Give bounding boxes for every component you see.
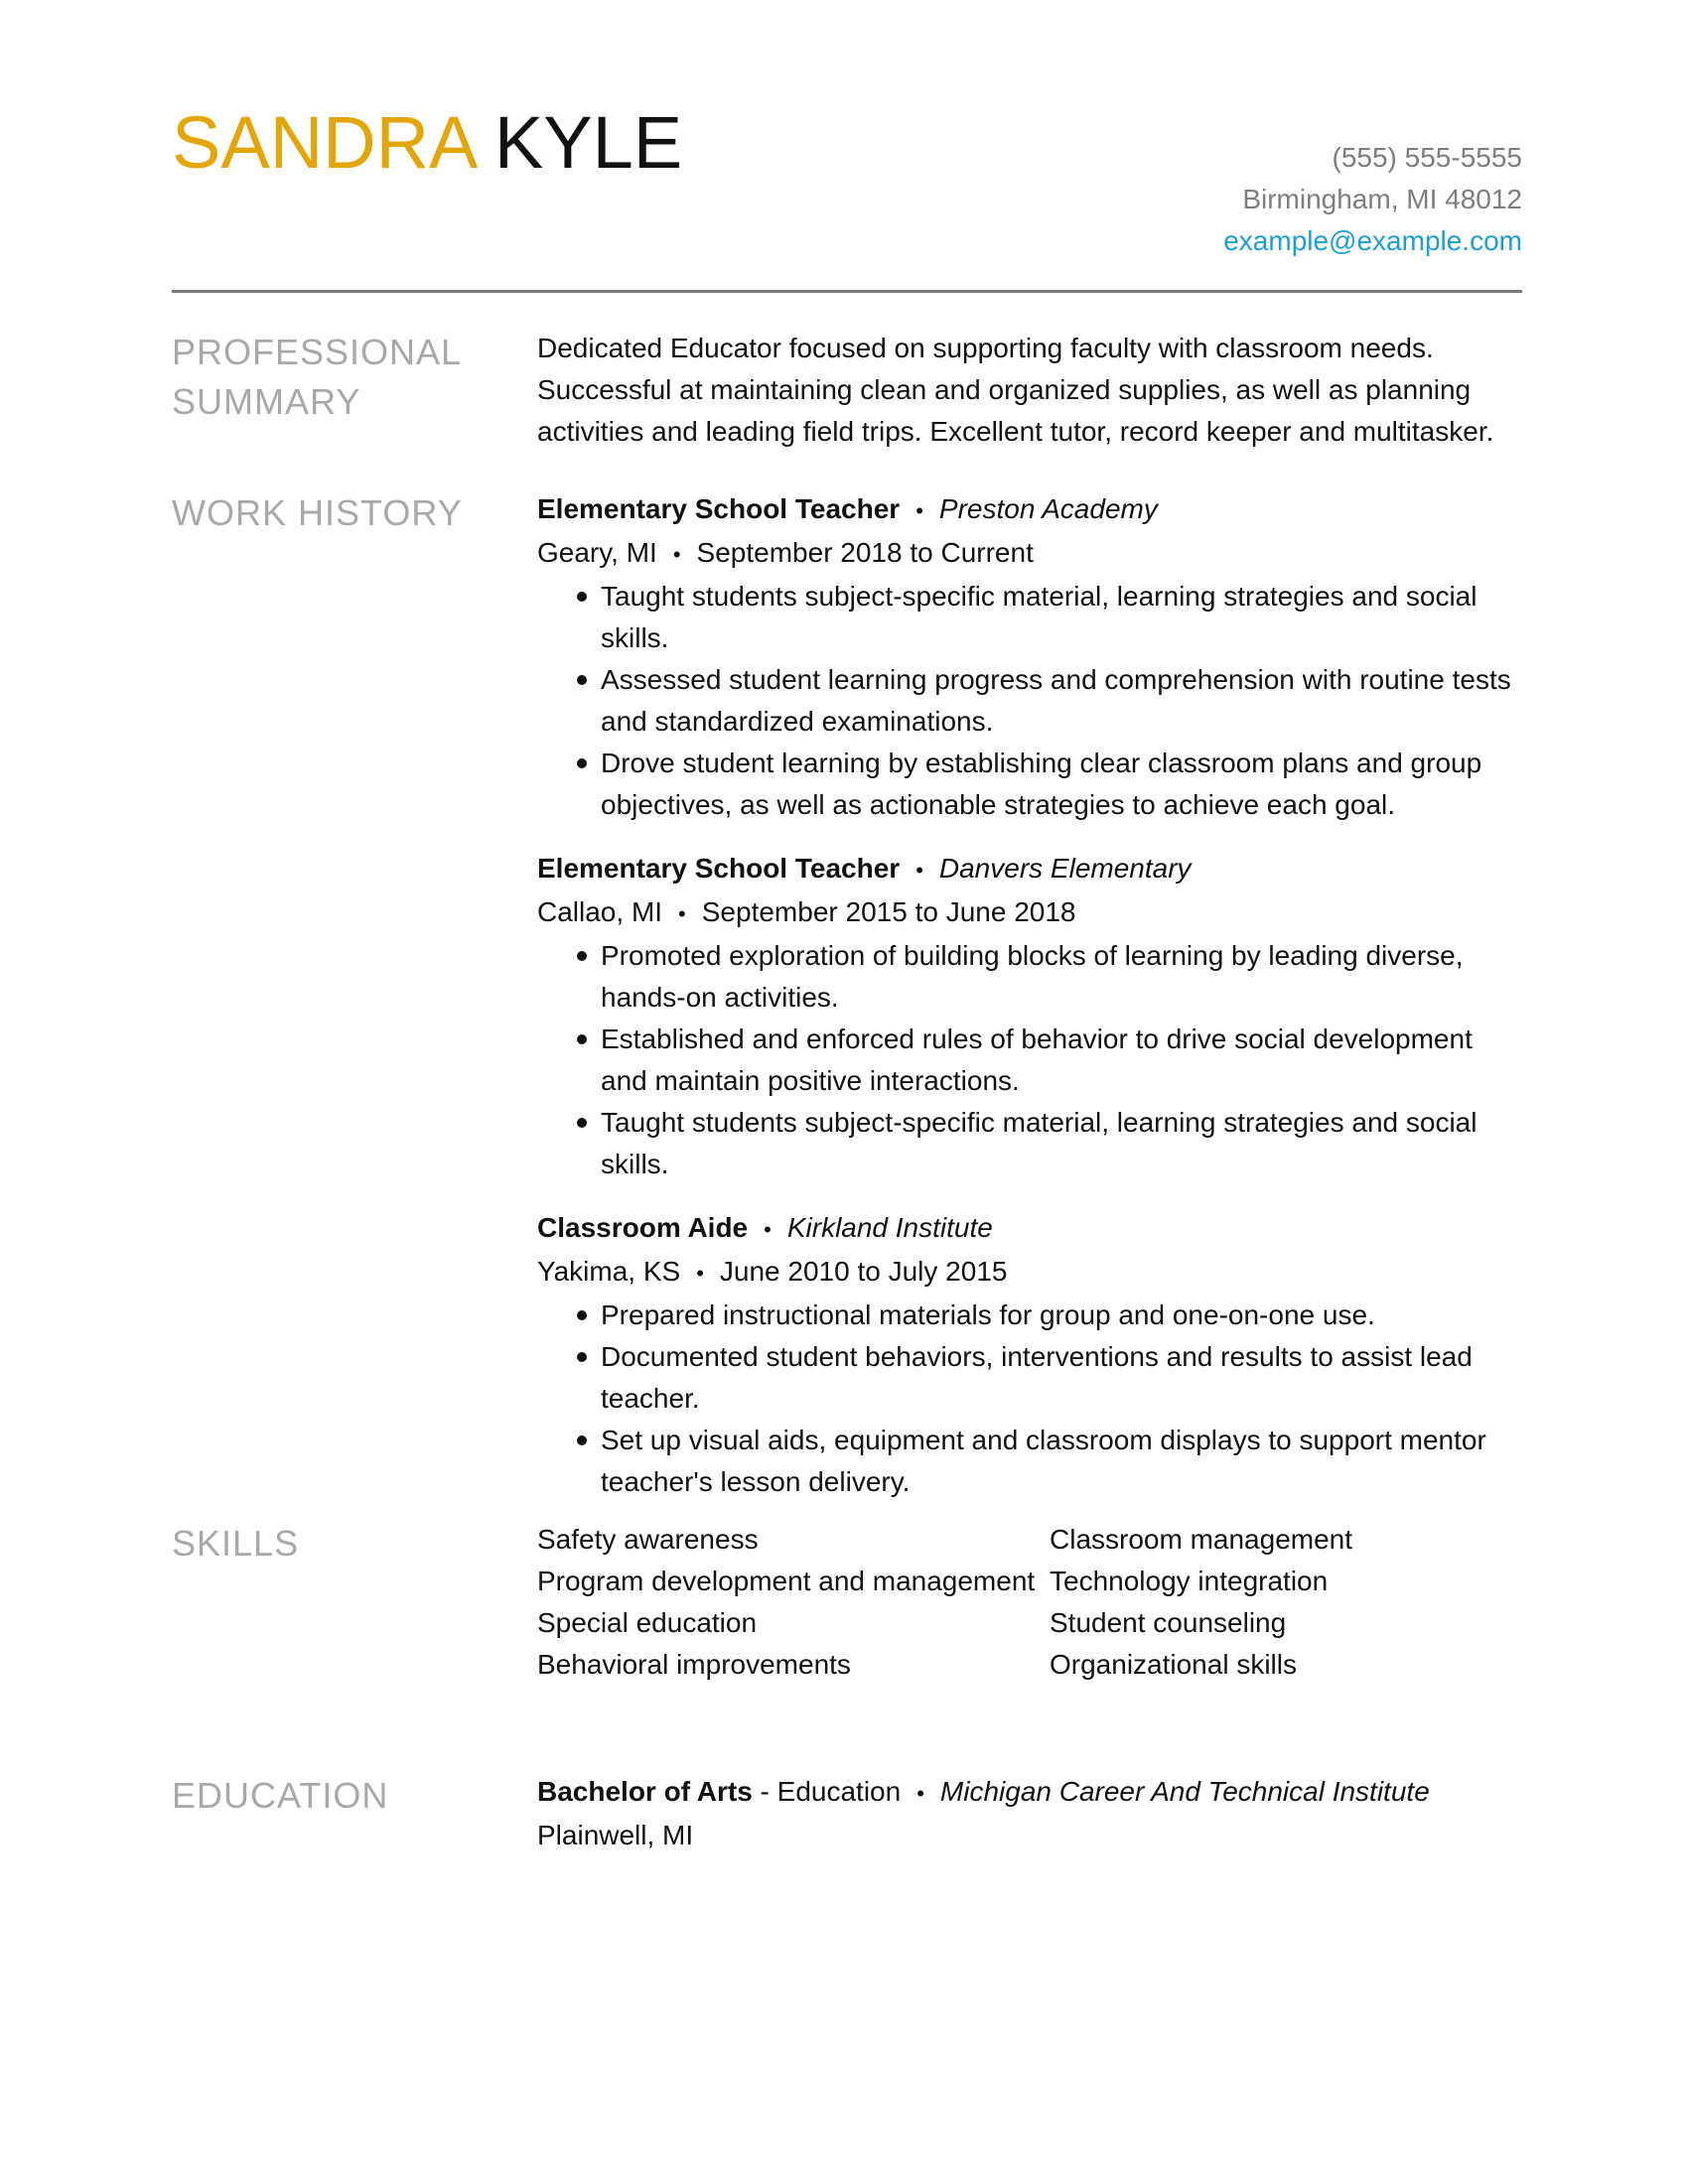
resume-header (172, 101, 1522, 256)
skill-item: Special education (537, 1607, 758, 1638)
bullet-item: Taught students subject-specific material, learning strategies and social skills. (601, 1102, 1522, 1185)
contact-info (1223, 137, 1522, 262)
job-location: Geary, MI (537, 537, 657, 568)
skills-list (537, 1519, 1522, 1686)
bullet-item: Drove student learning by establishing clear classroom plans and group objectives, as well as actionable strategies to achieve each goal. (601, 743, 1522, 826)
summary-text: Dedicated Educator focused on supporting faculty with classroom needs. Successful at maintaining clean and organized supplies, as well as planning activities and leading field trips. Excellent tutor, record keeper and multitasker. (537, 333, 1494, 447)
skills-column-right (1050, 1519, 1522, 1686)
company-name: Danvers Elementary (938, 853, 1192, 884)
header-divider (172, 290, 1522, 293)
education-heading: EDUCATION (172, 1775, 389, 1816)
skill-item: Organizational skills (1050, 1649, 1297, 1680)
job-bullets (537, 576, 1522, 826)
job-header (537, 1207, 1522, 1251)
job-location: Callao, MI (537, 896, 663, 927)
email-link[interactable]: example@example.com (1223, 225, 1522, 256)
separator: • (696, 1261, 704, 1286)
separator: • (672, 542, 681, 567)
bullet-item: Documented student behaviors, interventions and results to assist lead teacher. (601, 1336, 1522, 1420)
summary-heading-line1: PROFESSIONAL (172, 332, 463, 372)
company-name: Preston Academy (938, 493, 1158, 524)
degree: Bachelor of Arts (537, 1776, 753, 1807)
school-location: Plainwell, MI (537, 1820, 694, 1850)
bullet-item: Set up visual aids, equipment and classroom displays to support mentor teacher's lesson delivery. (601, 1420, 1522, 1503)
job-dates: September 2018 to Current (696, 537, 1034, 568)
bullet-item: Prepared instructional materials for group and one-on-one use. (601, 1295, 1522, 1336)
skill-item: Safety awareness (537, 1524, 759, 1555)
job-dates: September 2015 to June 2018 (701, 896, 1076, 927)
skills-heading: SKILLS (172, 1523, 300, 1564)
separator: • (678, 901, 686, 926)
job-meta (537, 532, 1522, 576)
company-name: Kirkland Institute (786, 1212, 993, 1243)
phone: (555) 555-5555 (1332, 142, 1522, 173)
job-location: Yakima, KS (537, 1256, 681, 1287)
education-entry (537, 1771, 1522, 1856)
work-history-heading: WORK HISTORY (172, 492, 463, 533)
separator: • (915, 498, 923, 523)
job-bullets (537, 935, 1522, 1185)
job-header (537, 488, 1522, 532)
school-name: Michigan Career And Technical Institute (939, 1776, 1430, 1807)
education-header (537, 1771, 1522, 1815)
skill-item: Student counseling (1050, 1607, 1287, 1638)
skill-item: Behavioral improvements (537, 1649, 851, 1680)
job-entry (537, 488, 1522, 826)
summary-heading (172, 328, 490, 427)
last-name: KYLE (493, 101, 683, 184)
summary-heading-line2: SUMMARY (172, 381, 361, 422)
job-bullets (537, 1295, 1522, 1503)
skills-grid (537, 1519, 1522, 1686)
job-meta (537, 1251, 1522, 1295)
field-of-study: - Education (752, 1776, 902, 1807)
job-entry (537, 1207, 1522, 1503)
job-title: Classroom Aide (537, 1212, 749, 1243)
bullet-item: Established and enforced rules of behavior to drive social development and maintain positive interactions. (601, 1019, 1522, 1102)
job-title: Elementary School Teacher (537, 853, 901, 884)
bullet-item: Taught students subject-specific material, learning strategies and social skills. (601, 576, 1522, 659)
skill-item: Program development and management (537, 1566, 1036, 1596)
job-entry (537, 848, 1522, 1185)
work-history-list (537, 488, 1522, 1525)
separator: • (916, 1781, 924, 1806)
bullet-item: Promoted exploration of building blocks of learning by leading diverse, hands-on activities. (601, 935, 1522, 1019)
separator: • (915, 858, 923, 883)
job-dates: June 2010 to July 2015 (719, 1256, 1008, 1287)
skill-item: Technology integration (1050, 1566, 1329, 1596)
location: Birmingham, MI 48012 (1242, 184, 1522, 214)
first-name: SANDRA (172, 101, 475, 184)
skills-column-left (537, 1519, 1050, 1686)
job-title: Elementary School Teacher (537, 493, 901, 524)
separator: • (764, 1217, 772, 1242)
skill-item: Classroom management (1050, 1524, 1353, 1555)
job-header (537, 848, 1522, 891)
bullet-item: Assessed student learning progress and comprehension with routine tests and standardized examinations. (601, 659, 1522, 743)
job-meta (537, 891, 1522, 935)
